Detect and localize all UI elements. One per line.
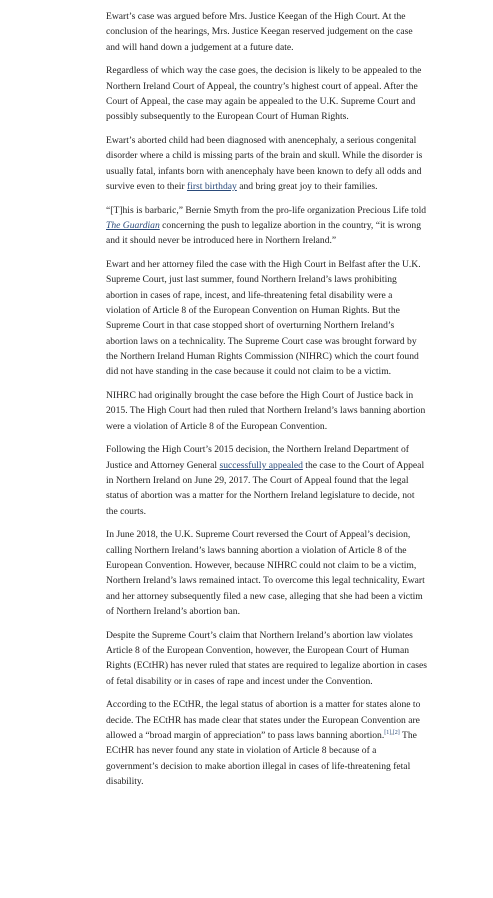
paragraph-anencephaly	[106, 133, 428, 194]
footnote-separator: ,	[391, 729, 393, 736]
paragraph-text: the case to the Court of Appeal in Northern Ireland on June 29, 2017. The Court of Appeal found that the legal status of abortion was a matter for the Northern Ireland legislature to decide, not the courts.	[106, 459, 425, 517]
paragraph-text: Ewart and her attorney filed the case with the High Court in Belfast after the U.K. Supreme Court, just last summer, found Northern Ireland’s laws prohibiting abortion in cases of rape, incest, and life-threatening fetal disability were a violation of Article 8 of the European Convention on Human Rights. But the Supreme Court in that case stopped short of overturning Northern Ireland’s abortion laws on a technicality. The Supreme Court case was brought forward by the Northern Ireland Human Rights Commission (NIHRC) which the court found did not have standing in the case because it could not claim to be a victim.	[106, 259, 421, 378]
paragraph-text: In June 2018, the U.K. Supreme Court reversed the Court of Appeal’s decision, calling Northern Ireland’s laws banning abortion a violation of Article 8 of the European Convention. However, because NIHRC could not claim to be a victim, Northern Ireland’s laws remained intact. To overcome this legal technicality, Ewart and her attorney subsequently filed a new case, alleging that she had been a victim of Northern Ireland’s abortion ban.	[106, 529, 425, 617]
first-birthday-link[interactable]: first birthday	[187, 180, 237, 192]
footnote-ref-1-link[interactable]: [1]	[384, 729, 392, 736]
paragraph-text: Regardless of which way the case goes, the decision is likely to be appealed to the Northern Ireland Court of Appeal, the country’s highest court of appeal. After the Court of Appeal, the case may again be appealed to the U.K. Supreme Court and possibly subsequently to the European Court of Human Rights.	[106, 65, 422, 123]
paragraph-text: NIHRC had originally brought the case before the High Court of Justice back in 2015. The High Court had then ruled that Northern Ireland’s laws banning abortion were a violation of Article 8 of the European Convention.	[106, 390, 426, 432]
paragraph-margin-of-appreciation	[106, 697, 428, 789]
paragraph-text: The ECtHR has never found any state in violation of Article 8 because of a government’s decision to make abortion illegal in cases of life-threatening fetal disability.	[106, 729, 417, 787]
paragraph-text: Despite the Supreme Court’s claim that Northern Ireland’s abortion law violates Article 8 of the European Convention, however, the European Court of Human Rights (ECtHR) has never ruled that states are required to legalize abortion in cases of fetal disability or in cases of rape and incest under the Convention.	[106, 629, 428, 687]
paragraph-text: Ewart’s case was argued before Mrs. Justice Keegan of the High Court. At the conclusion of the hearings, Mrs. Justice Keegan reserved judgement on the case and will hand down a judgement at a future date.	[106, 11, 413, 53]
paragraph-nihrc	[106, 388, 428, 434]
paragraph-text: According to the ECtHR, the legal status of abortion is a matter for states alone to decide. The ECtHR has made clear that states under the European Convention are allowed a “broad margin of appreciation” to pass laws banning abortion.	[106, 699, 421, 741]
successfully-appealed-link[interactable]: successfully appealed	[219, 459, 303, 471]
paragraph-text: and bring great joy to their families.	[236, 180, 378, 192]
paragraph-quote	[106, 203, 428, 249]
paragraph-text: concerning the push to legalize abortion in the country, “it is wrong and it should never be introduced here in Northern Ireland.”	[106, 220, 422, 247]
paragraph-belfast-case	[106, 257, 428, 379]
paragraph-text: Following the High Court’s 2015 decision, the Northern Ireland Department of Justice and Attorney General	[106, 444, 409, 471]
paragraph-court-of-appeal	[106, 442, 428, 518]
footnote-refs	[384, 730, 400, 736]
paragraph-appeal	[106, 63, 428, 124]
paragraph-judgement	[106, 9, 428, 55]
the-guardian-link[interactable]: The Guardian	[106, 220, 160, 232]
article-body	[106, 9, 428, 798]
paragraph-text: “[T]his is barbaric,” Bernie Smyth from the pro-life organization Precious Life told	[106, 204, 427, 216]
footnote-ref-2-link[interactable]: [2]	[392, 729, 400, 736]
paragraph-supreme-court	[106, 527, 428, 619]
paragraph-ecthr-claim	[106, 628, 428, 689]
paragraph-text: Ewart’s aborted child had been diagnosed with anencephaly, a serious congenital disorder where a child is missing parts of the brain and skull. While the disorder is usually fatal, infants born with anencephaly have been known to defy all odds and survive even to their	[106, 135, 423, 192]
